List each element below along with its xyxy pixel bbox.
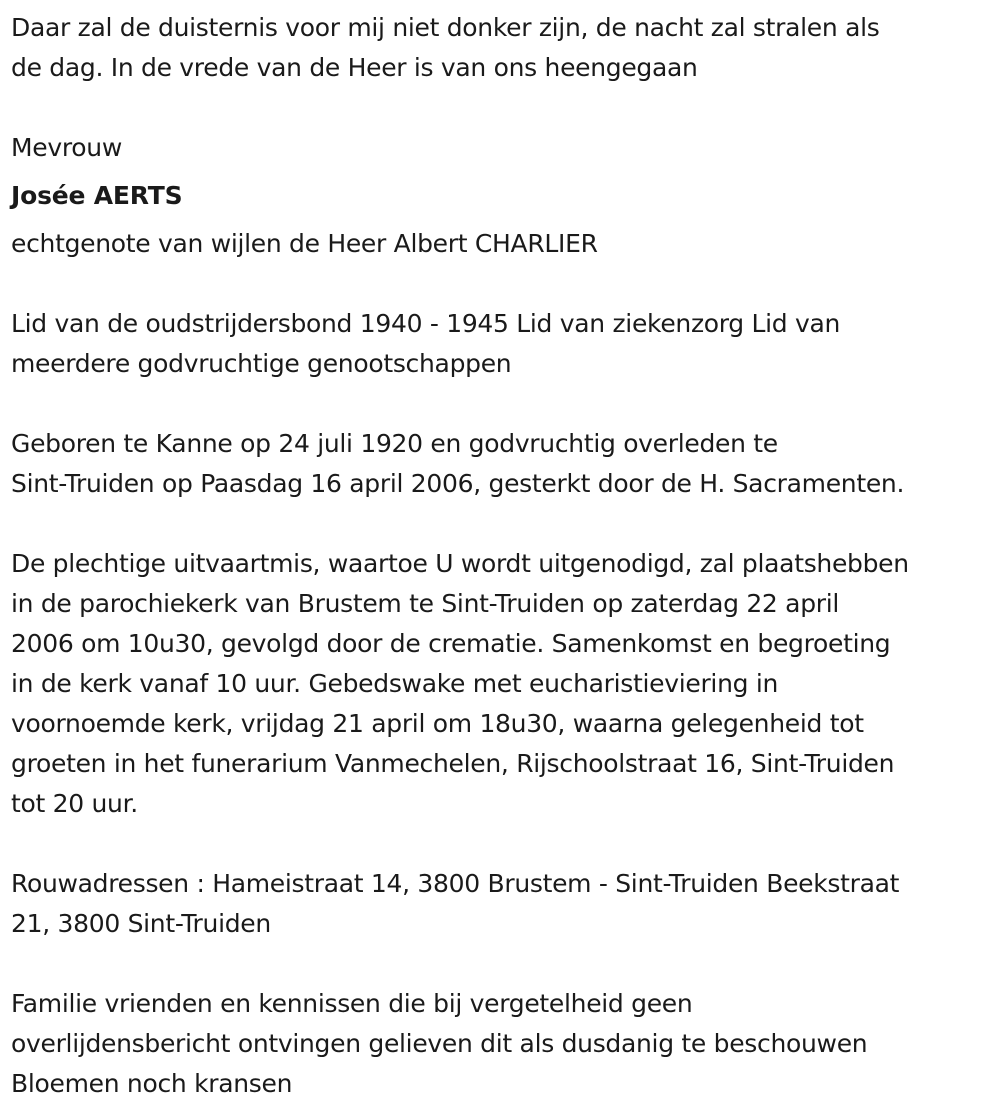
spouse-line: echtgenote van wijlen de Heer Albert CHARLIER [11,229,598,258]
closing-line: overlijdensbericht ontvingen gelieven dit als dusdanig te beschouwen [11,1029,868,1058]
address-line: 21, 3800 Sint-Truiden [11,909,271,938]
funeral-line: in de kerk vanaf 10 uur. Gebedswake met eucharistieviering in [11,669,779,698]
funeral-line: De plechtige uitvaartmis, waartoe U wordt uitgenodigd, zal plaatshebben [11,549,909,578]
closing-note [11,984,996,1104]
closing-line: Bloemen noch kransen [11,1069,293,1098]
death-notice [11,8,996,1104]
memberships-line: meerdere godvruchtige genootschappen [11,349,512,378]
funeral-line: tot 20 uur. [11,789,138,818]
opening-verse-line: Daar zal de duisternis voor mij niet donker zijn, de nacht zal stralen als [11,13,880,42]
funeral-info [11,544,996,824]
funeral-line: voornoemde kerk, vrijdag 21 april om 18u30, waarna gelegenheid tot [11,709,864,738]
birth-death-info [11,424,996,504]
opening-verse-line: de dag. In de vrede van de Heer is van ons heengegaan [11,53,698,82]
funeral-line: groeten in het funerarium Vanmechelen, Rijschoolstraat 16, Sint-Truiden [11,749,895,778]
opening-verse [11,8,996,88]
deceased-name: Josée AERTS [11,181,183,210]
salutation: Mevrouw [11,133,122,162]
closing-line: Familie vrienden en kennissen die bij vergetelheid geen [11,989,693,1018]
funeral-line: in de parochiekerk van Brustem te Sint-Truiden op zaterdag 22 april [11,589,840,618]
address-line: Rouwadressen : Hameistraat 14, 3800 Brustem - Sint-Truiden Beekstraat [11,869,900,898]
memberships-line: Lid van de oudstrijdersbond 1940 - 1945 Lid van ziekenzorg Lid van [11,309,841,338]
funeral-line: 2006 om 10u30, gevolgd door de crematie. Samenkomst en begroeting [11,629,891,658]
birth-death-line: Sint-Truiden op Paasdag 16 april 2006, gesterkt door de H. Sacramenten. [11,469,905,498]
memberships [11,304,996,384]
birth-death-line: Geboren te Kanne op 24 juli 1920 en godvruchtig overleden te [11,429,778,458]
mourning-addresses [11,864,996,944]
